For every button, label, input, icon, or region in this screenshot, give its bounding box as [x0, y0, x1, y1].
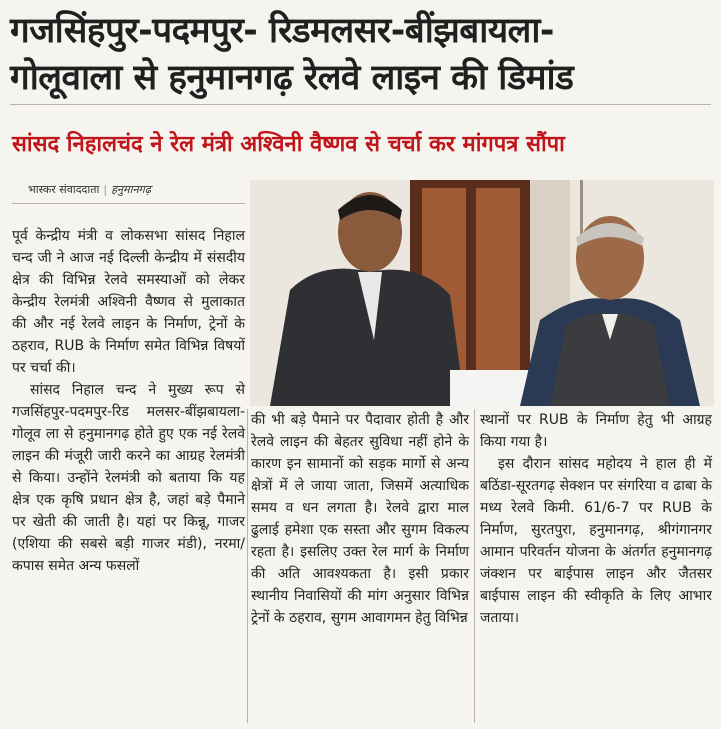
byline-reporter: भास्कर संवाददाता [28, 183, 100, 196]
headline-divider [10, 104, 711, 105]
article-paragraph: की भी बड़े पैमाने पर पैदावार होती है और रेलवे लाइन की बेहतर सुविधा नहीं होने के कारण इन सामानों को सड़क मार्गो से अन्य क्षेत्रों में ले जाया जाता, जिसमें अत्याधिक समय व धन लगता है। रेलवे द्वारा माल ढुलाई हमेशा एक सस्ता और सुगम विकल्प रहता है। इसलिए उक्त रेल मार्ग के निर्माण की अति आवश्यकता है। इसी प्रकार स्थानीय निवासियों की मांग अनुसार विभिन्न ट्रेनों के ठहराव, सुगम आवागमन हेतु विभिन्न [251, 412, 469, 626]
column-divider-2 [474, 409, 475, 723]
byline-separator: | [103, 183, 108, 196]
column-divider-1 [247, 409, 248, 723]
byline-location: हनुमानगढ़ [111, 183, 151, 196]
article-paragraph: इस दौरान सांसद महोदय ने हाल ही में बठिंडा-सूरतगढ़ सेक्शन पर संगरिया व ढाबा के मध्य रेलवे किमी. 61/6-7 पर RUB के निर्माण, सुरतपुरा, हनुमानगढ़, श्रीगंगानगर आमान परिवर्तन योजना के अंतर्गत हनुमानगढ़ जंक्शन पर बाईपास लाइन और जैतसर बाईपास लाइन की स्वीकृति के लिए आभार जताया। [480, 456, 712, 626]
article-paragraph: सांसद निहाल चन्द ने मुख्य रूप से गजसिंहपुर-पदमपुर-रिड मलसर-बींझबायला-गोलूव ला से हनुमानगढ़ होते हुए एक नई रेलवे लाइन की मंजूरी जारी करने का आग्रह रेलमंत्री से किया। उन्होंने रेलमंत्री को बताया कि यह क्षेत्र एक कृषि प्रधान क्षेत्र है, जहां बड़े पैमाने पर खेती की जाती है। यहां पर किन्नू, गाजर (एशिया की सबसे बड़ी गाजर मंडी), नरमा/कपास समेत अन्य फसलों [12, 382, 245, 574]
article-paragraph: स्थानों पर RUB के निर्माण हेतु भी आग्रह किया गया है। [480, 412, 712, 450]
headline-line-2: गोलूवाला से हनुमानगढ़ रेलवे लाइन की डिमांड [10, 58, 574, 98]
article-column-2 [251, 409, 469, 629]
byline [28, 182, 151, 197]
headline-line-1: गजसिंहपुर-पदमपुर- रिडमलसर-बींझबायला- [10, 11, 554, 51]
article-column-3 [480, 409, 712, 629]
subheadline: सांसद निहालचंद ने रेल मंत्री अश्विनी वैष्णव से चर्चा कर मांगपत्र सौंपा [12, 132, 565, 157]
news-photo-illustration [250, 180, 714, 406]
headline [10, 8, 710, 102]
byline-divider [12, 203, 245, 204]
news-photo [250, 180, 714, 406]
article-paragraph: पूर्व केन्द्रीय मंत्री व लोकसभा सांसद निहाल चन्द जी ने आज नई दिल्ली केन्द्रीय में संसदीय क्षेत्र की विभिन्न रेलवे समस्याओं को लेकर केन्द्रीय रेलमंत्री अश्विनी वैष्णव से मुलाकात की और नई रेलवे लाइन के निर्माण, ट्रेनों के ठहराव, RUB के निर्माण समेत विभिन्न विषयों पर चर्चा की। [12, 228, 245, 376]
article-column-1 [12, 225, 245, 577]
